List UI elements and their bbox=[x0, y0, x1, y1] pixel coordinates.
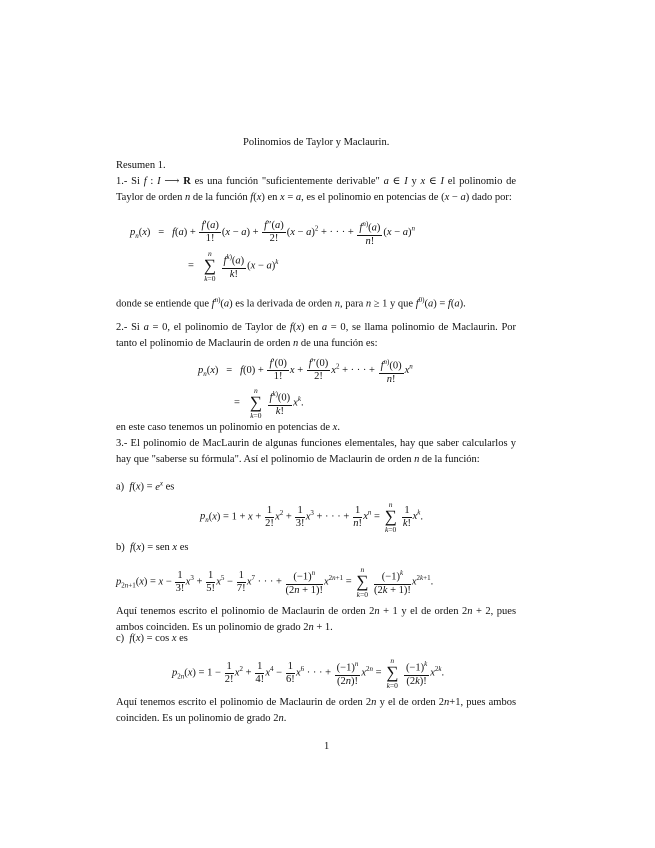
case-b-label: b) f(x) = sen x es bbox=[116, 542, 189, 553]
page-number: 1 bbox=[324, 741, 330, 752]
item-2-after: en este caso tenemos un polinomio en potencias de x. bbox=[116, 422, 340, 433]
item-3-paragraph: 3.- El polinomio de MacLaurin de algunas funciones elementales, hay que saber calcularlos y hay que "saberse su fórmula". Así el polinomio de Maclaurin de orden n de la función: bbox=[116, 438, 516, 465]
section-heading: Resumen 1. bbox=[116, 160, 166, 171]
case-a-label: a) $f(x) = e^x$ es bbox=[116, 479, 175, 493]
taylor-equation-line-2: = n ∑ k=0 $\frac{f^{k)}(a)}{k!}$ $(x - a)^k$ bbox=[188, 249, 279, 283]
page-title: Polinomios de Taylor y Maclaurin. bbox=[243, 137, 390, 148]
item-1-paragraph: 1.- Si f : I ⟶ R es una función "suficientemente derivable" a ∈ I y x ∈ I el polinomio de Taylor de orden n de la función f(x) en x = a, es el polinomio en potencias de (x − a) dado por: bbox=[116, 176, 517, 203]
sin-series-equation: $p_{2n+1}(x) = x$ − $\frac{1}{3!}$ $x^3$ + $\frac{1}{5!}$ $x^5$ − $\frac{1}{7!}$ $x^7$ · · · + $\frac{(-1)^n}{(2n + 1)!}$ $x^{2n+1}$ = n ∑ k=0 $\frac{(-1)^k}{(2k + 1)!}$ $x^{2k+1}$. bbox=[116, 565, 434, 599]
cos-series-equation: $p_{2n}(x) = 1$ − $\frac{1}{2!}$ $x^2$ + $\frac{1}{4!}$ $x^4$ − $\frac{1}{6!}$ $x^6$ · · · + $\frac{(-1)^n}{(2n)!}$ $x^{2n}$ = n ∑ k=0 $\frac{(-1)^k}{(2k)!}$ $x^{2k}$. bbox=[172, 656, 445, 690]
case-c-label: c) f(x) = cos x es bbox=[116, 633, 188, 644]
maclaurin-equation-line-1: $p_n(x) = f(0)$ + $\frac{f'(0)}{1!}$ x + $\frac{f''(0)}{2!}$ $x^2$ + · · · + $\frac{f^{n)}(0)}{n!}$ $x^n$ bbox=[198, 358, 413, 385]
item-1-note: donde se entiende que $f^{n)}(a)$ es la derivada de orden n, para n ≥ 1 y que $f^{0)}(a) = f(a)$. bbox=[116, 296, 466, 310]
exp-series-equation: $p_n(x) = 1 + x$ + $\frac{1}{2!}$ $x^2$ + $\frac{1}{3!}$ $x^3$ + · · · + $\frac{1}{n!}$ $x^n$ = n ∑ k=0 $\frac{1}{k!}$ $x^k$. bbox=[200, 500, 423, 534]
maclaurin-equation-line-2: = n ∑ k=0 $\frac{f^{k)}(0)}{k!}$ $x^k$. bbox=[234, 386, 304, 420]
item-2-paragraph: 2.- Si a = 0, el polinomio de Taylor de f(x) en a = 0, se llama polinomio de Maclaurin. Por tanto el polinomio de Maclaurin de orden n de una función es: bbox=[116, 322, 517, 349]
case-c-note: Aquí tenemos escrito el polinomio de Maclaurin de orden 2n y el de orden 2n+1, pues ambos coinciden. Es un polinomio de grado 2n. bbox=[116, 697, 517, 724]
case-b-note: Aquí tenemos escrito el polinomio de Maclaurin de orden 2n + 1 y el de orden 2n + 2, pues ambos coinciden. Es un polinomio de grado 2n + 1. bbox=[116, 606, 517, 633]
taylor-equation-line-1: $p_n(x) = f(a)$ + $\frac{f'(a)}{1!}$ (x − a) + $\frac{f''(a)}{2!}$ $(x - a)^2$ + · · · + $\frac{f^{n)}(a)}{n!}$ $(x - a)^n$ bbox=[130, 220, 416, 247]
